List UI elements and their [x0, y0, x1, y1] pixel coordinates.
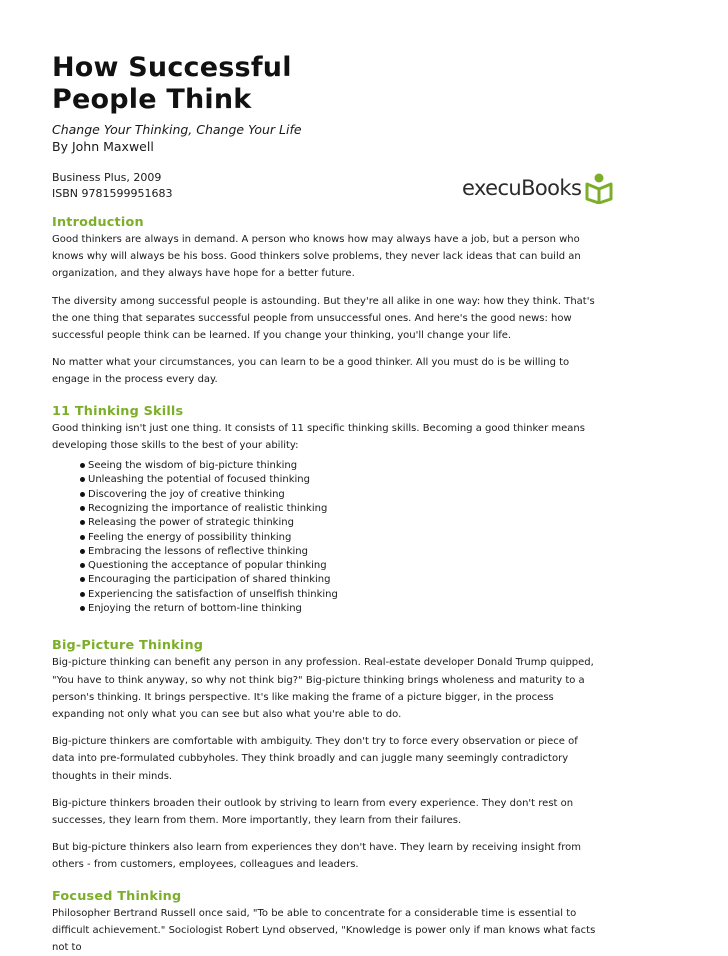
- bullet-icon: [80, 577, 85, 582]
- bullet-icon: [80, 606, 85, 611]
- list-item: Questioning the acceptance of popular thinking: [82, 559, 598, 573]
- paragraph: Good thinking isn't just one thing. It consists of 11 specific thinking skills. Becoming a good thinker means developing those skills to the best of your ability:: [52, 422, 585, 451]
- paragraph: Good thinkers are always in demand. A person who knows how may always have a job, but a person who knows why will always be his boss. Good thinkers solve problems, they never lack ideas that can build an organization, and they always have hope for a better future.: [52, 234, 581, 280]
- section-heading: 11 Thinking Skills: [52, 403, 184, 419]
- paragraph: Philosopher Bertrand Russell once said, "To be able to concentrate for a considerable time is essential to difficult achievement." Sociologist Robert Lynd observed, "Knowledge is power only if man knows what facts not to: [52, 907, 596, 953]
- section-heading: Introduction: [52, 215, 144, 230]
- bullet-icon: [80, 463, 85, 468]
- paragraph: The diversity among successful people is astounding. But they're all alike in one way: how they think. That's the one thing that separates successful people from unsuccessful ones. And here's the good news: how successful people think can be learned. If you change your thinking, you'll change your life.: [52, 295, 595, 342]
- bullet-icon: [80, 520, 85, 525]
- paragraph: Big-picture thinkers are comfortable with ambiguity. They don't try to force every observation or piece of data into pre-formulated cubbyholes. They think broadly and can juggle many seemingly contradictory thoughts in their minds.: [52, 736, 578, 782]
- paragraph: No matter what your circumstances, you can learn to be a good thinker. All you must do is be willing to engage in the process every day.: [52, 357, 570, 386]
- list-item: Unleashing the potential of focused thinking: [82, 473, 598, 487]
- book-title: [52, 52, 598, 116]
- list-item: Experiencing the satisfaction of unselfish thinking: [82, 588, 598, 602]
- bullet-icon: [80, 477, 85, 482]
- title-line-1: How Successful: [52, 52, 292, 83]
- publisher: Business Plus, 2009: [52, 171, 162, 184]
- list-item: Discovering the joy of creative thinking: [82, 488, 598, 502]
- person-book-icon: [584, 172, 614, 204]
- section-introduction: [52, 215, 598, 956]
- list-item: Encouraging the participation of shared thinking: [82, 573, 598, 587]
- list-item: Embracing the lessons of reflective thinking: [82, 545, 598, 559]
- brand-name: execuBooks: [462, 176, 582, 200]
- bullet-icon: [80, 506, 85, 511]
- list-item: Releasing the power of strategic thinking: [82, 516, 598, 530]
- list-item: Recognizing the importance of realistic thinking: [82, 502, 598, 516]
- bullet-icon: [80, 549, 85, 554]
- list-item: Seeing the wisdom of big-picture thinking: [82, 459, 598, 473]
- list-item: Feeling the energy of possibility thinking: [82, 531, 598, 545]
- paragraph: Big-picture thinking can benefit any person in any profession. Real-estate developer Donald Trump quipped, "You have to think anyway, so why not think big?" Big-picture thinking brings wholeness and maturity to a person's thinking. It brings perspective. It's like making the frame of a picture bigger, in the process expanding not only what you can see but also what you're able to do.: [52, 657, 594, 720]
- book-author: By John Maxwell: [52, 139, 154, 154]
- bullet-icon: [80, 563, 85, 568]
- bullet-icon: [80, 592, 85, 597]
- section-heading: Big-Picture Thinking: [52, 638, 204, 654]
- bullet-icon: [80, 492, 85, 497]
- skills-list: [82, 459, 598, 616]
- bullet-icon: [80, 535, 85, 540]
- list-item: Enjoying the return of bottom-line thinking: [82, 602, 598, 616]
- book-subtitle: Change Your Thinking, Change Your Life: [52, 122, 302, 137]
- isbn: ISBN 9781599951683: [52, 187, 173, 200]
- paragraph: Big-picture thinkers broaden their outlook by striving to learn from every experience. They don't rest on successes, they learn from them. More importantly, they learn from their failures.: [52, 797, 574, 826]
- execubooks-logo: [462, 170, 614, 206]
- paragraph: But big-picture thinkers also learn from experiences they don't have. They learn by receiving insight from others - from customers, employees, colleagues and leaders.: [52, 842, 582, 871]
- section-heading: Focused Thinking: [52, 888, 182, 904]
- title-line-2: People Think: [52, 84, 252, 115]
